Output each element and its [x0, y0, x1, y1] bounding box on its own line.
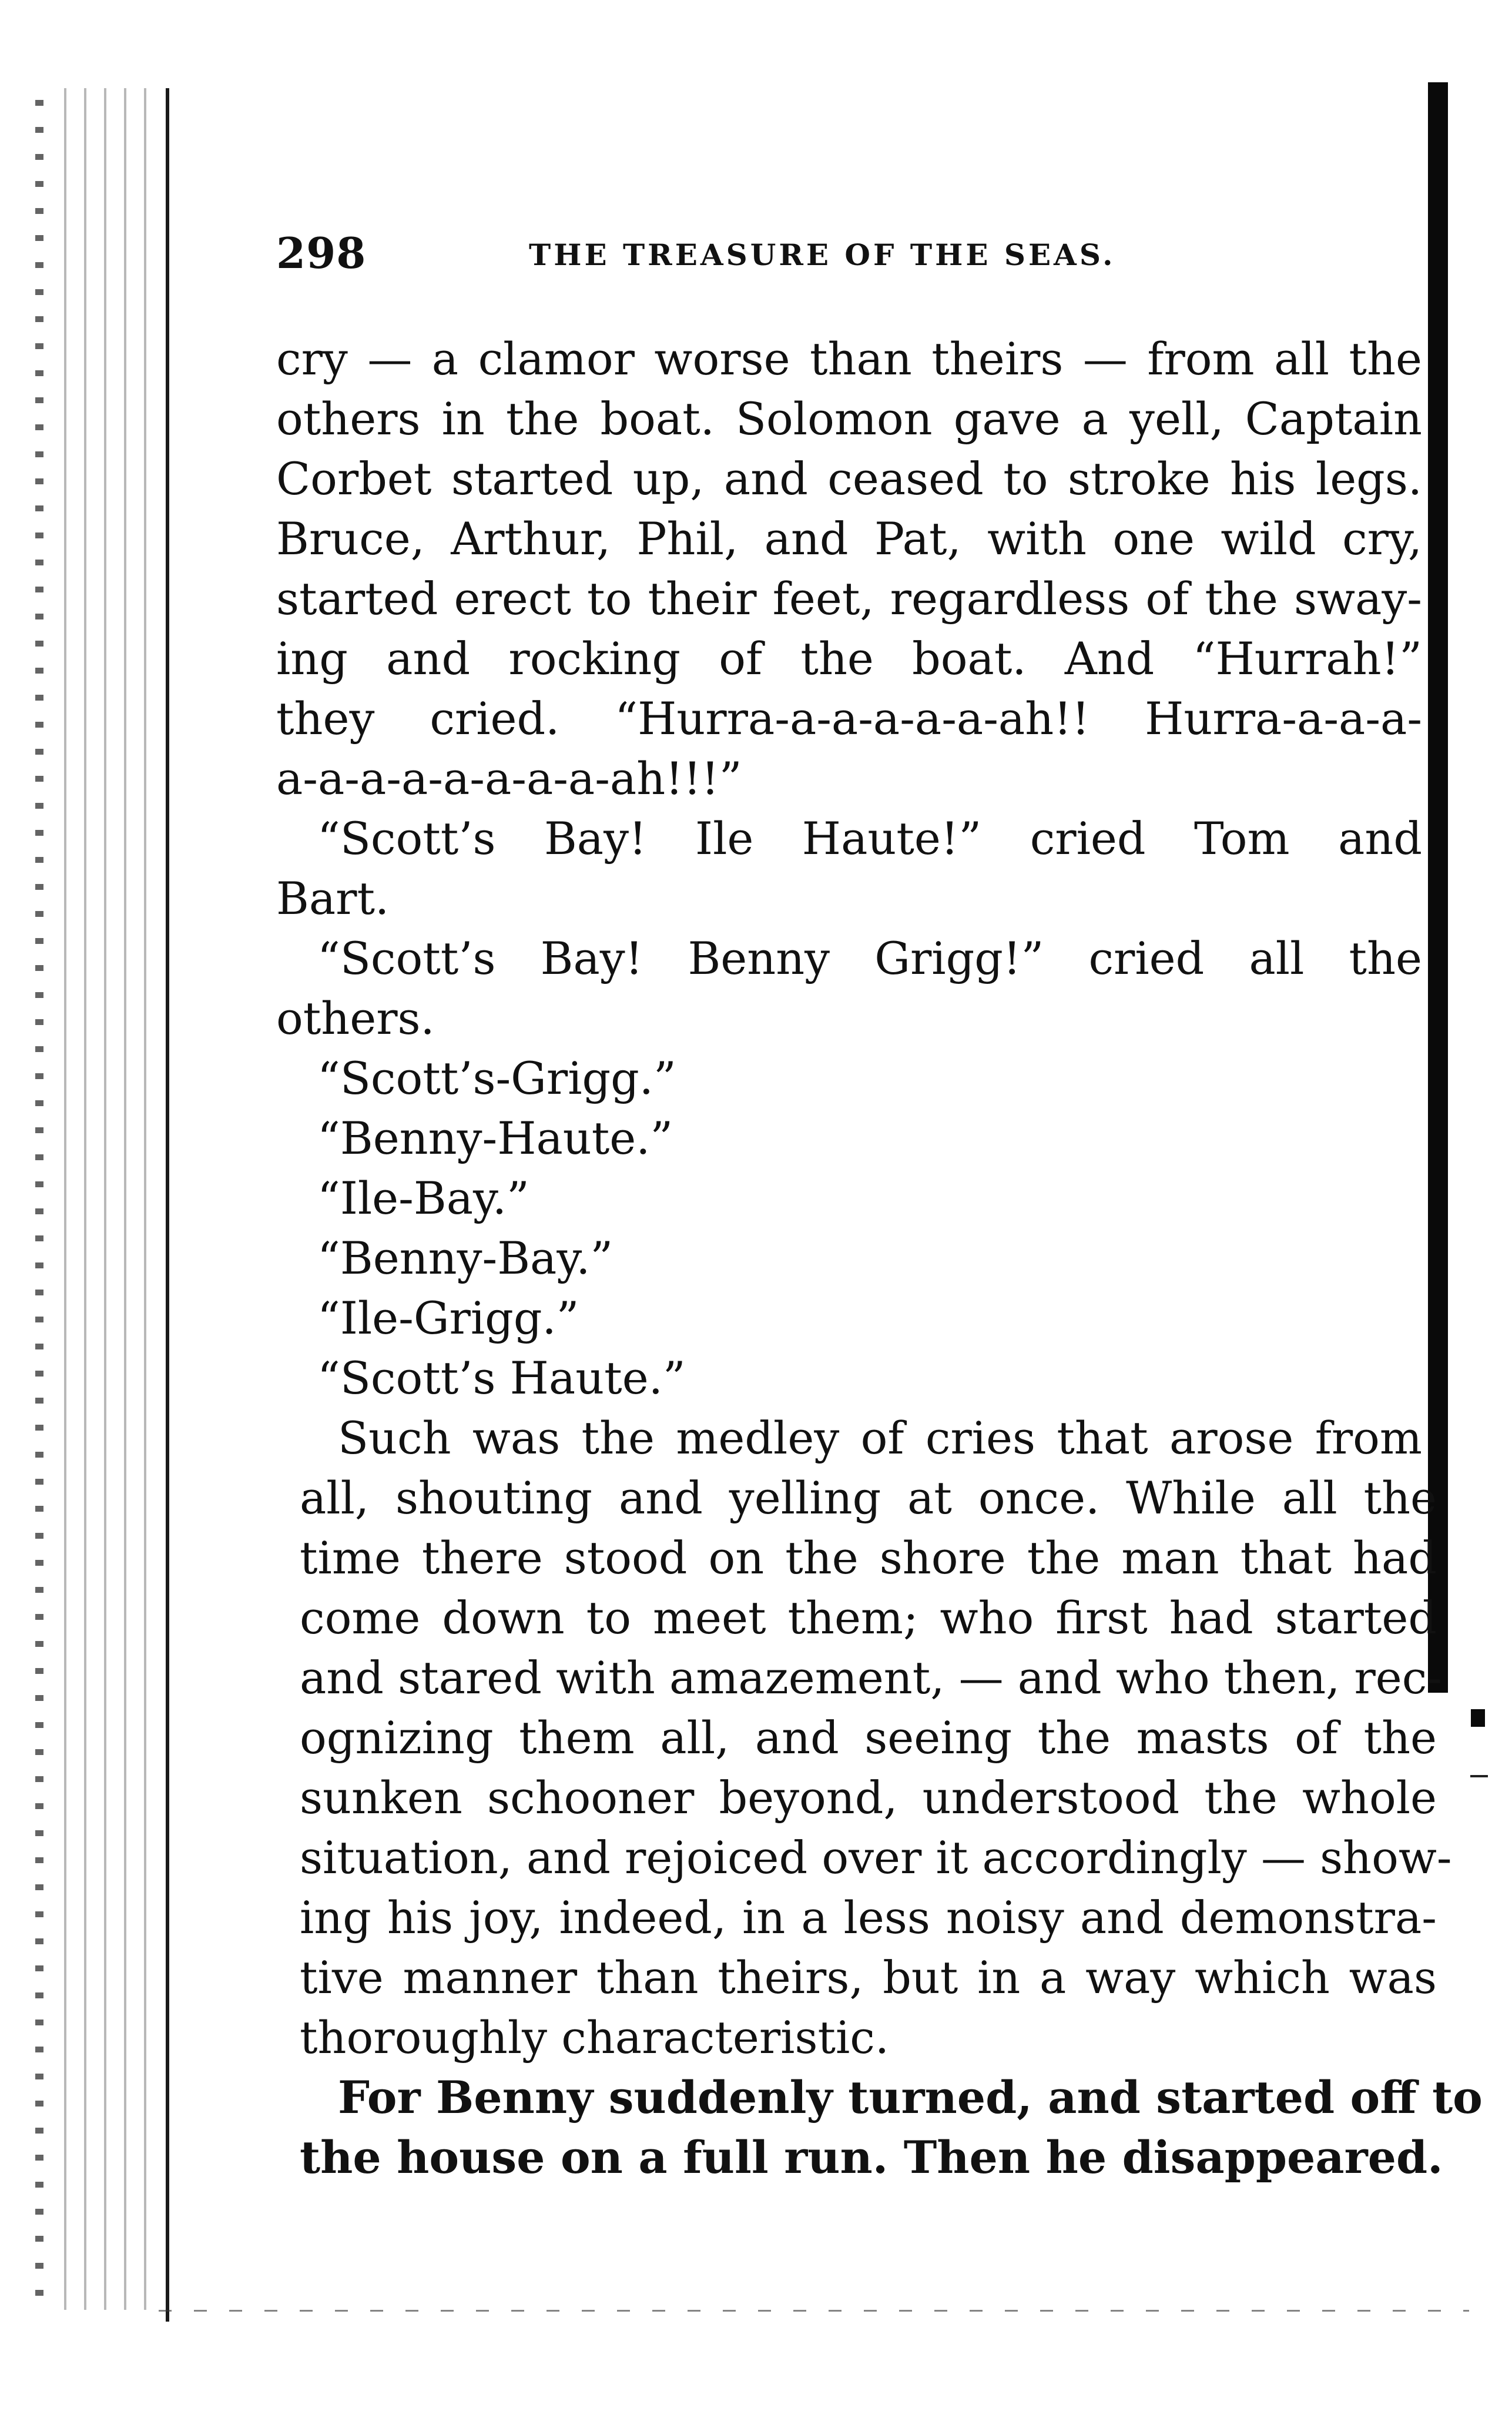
right-edge-mark [1471, 1709, 1485, 1727]
text-line: others. [276, 992, 435, 1044]
text-line: “Scott’s-Grigg.” [317, 1052, 676, 1104]
text-line: the house on a full run. Then he disappeared. [300, 2131, 1443, 2183]
binding-gutter [56, 88, 162, 2310]
text-line: thoroughly characteristic. [300, 2011, 890, 2064]
text-line: time there stood on the shore the man that had [300, 1532, 1437, 1584]
text-line: situation, and rejoiced over it accordingly — show- [300, 1831, 1452, 1884]
right-edge-bar [1428, 82, 1448, 1693]
right-edge-tick [1470, 1775, 1488, 1777]
text-line: “Benny-Haute.” [317, 1112, 673, 1164]
text-line: they cried. “Hurra-a-a-a-a-a-ah!! Hurra-a-a-a- [276, 692, 1422, 745]
text-line: “Scott’s Haute.” [317, 1352, 686, 1404]
gutter-edge-line [166, 88, 169, 2322]
text-line: others in the boat. Solomon gave a yell, Captain [276, 393, 1422, 445]
text-line: “Ile-Grigg.” [317, 1292, 579, 1344]
gutter-marks [35, 100, 43, 2310]
running-head [276, 228, 1422, 281]
text-line: Such was the medley of cries that arose from [338, 1412, 1422, 1464]
text-line: “Scott’s Bay! Ile Haute!” cried Tom and [317, 812, 1422, 865]
text-line: cry — a clamor worse than theirs — from all the [276, 333, 1422, 385]
text-line: Bart. [276, 872, 390, 925]
text-line: “Benny-Bay.” [317, 1232, 613, 1284]
bottom-edge-marks [159, 2310, 1469, 2312]
text-line: started erect to their feet, regardless of the sway- [276, 572, 1422, 625]
running-title: THE TREASURE OF THE SEAS. [529, 237, 1116, 272]
text-line: “Ile-Bay.” [317, 1172, 529, 1224]
text-line: ing his joy, indeed, in a less noisy and demonstra- [300, 1891, 1437, 1944]
page-number: 298 [276, 228, 367, 278]
text-line: Bruce, Arthur, Phil, and Pat, with one wild cry, [276, 513, 1422, 565]
text-line: ognizing them all, and seeing the masts of the [300, 1712, 1437, 1764]
text-line: and stared with amazement, — and who then, rec- [300, 1652, 1443, 1704]
text-line: come down to meet them; who first had started [300, 1592, 1437, 1644]
text-line: For Benny suddenly turned, and started off to [338, 2071, 1483, 2124]
text-line: Corbet started up, and ceased to stroke his legs. [276, 453, 1422, 505]
text-line: all, shouting and yelling at once. While all the [300, 1472, 1437, 1524]
text-line: a-a-a-a-a-a-a-a-ah!!!” [276, 752, 742, 805]
text-line: tive manner than theirs, but in a way which was [300, 1951, 1437, 2004]
text-line: “Scott’s Bay! Benny Grigg!” cried all the [317, 932, 1422, 984]
text-line: ing and rocking of the boat. And “Hurrah!” [276, 632, 1422, 685]
text-line: sunken schooner beyond, understood the whole [300, 1771, 1437, 1824]
